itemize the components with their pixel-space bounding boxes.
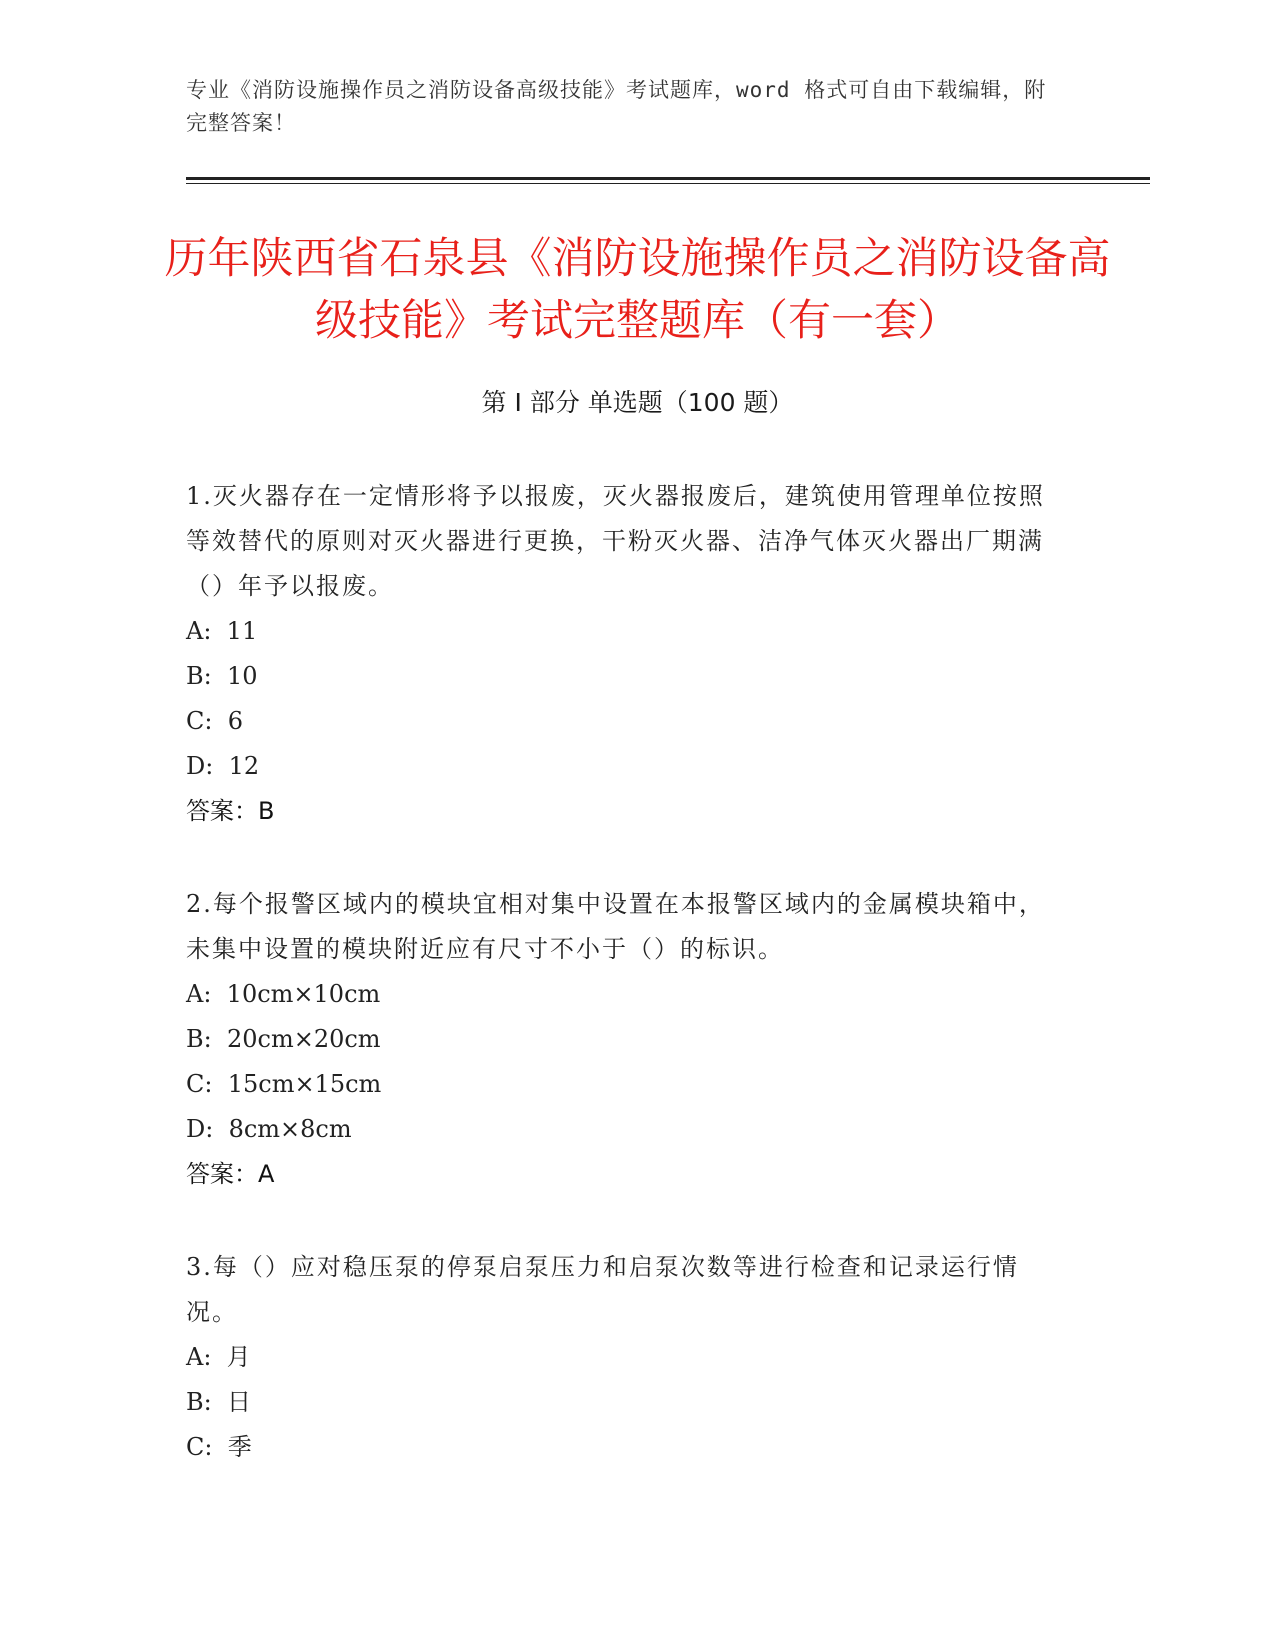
option-c: C: 季	[186, 1433, 252, 1461]
question-stem: 1.灭火器存在一定情形将予以报废，灭火器报废后，建筑使用管理单位按照等效替代的原则对灭火器进行更换，干粉灭火器、洁净气体灭火器出厂期满（）年予以报废。	[186, 482, 1045, 600]
question-stem: 3.每（）应对稳压泵的停泵启泵压力和启泵次数等进行检查和记录运行情况。	[186, 1253, 1019, 1326]
option-a: A: 10cm×10cm	[186, 980, 381, 1008]
question-list	[186, 474, 1066, 1518]
option-c: C: 6	[186, 707, 243, 735]
option-b: B: 10	[186, 662, 258, 690]
question-item	[186, 1245, 1066, 1470]
option-a: A: 月	[186, 1343, 251, 1371]
option-d: D: 12	[186, 752, 260, 780]
option-d: D: 8cm×8cm	[186, 1115, 352, 1143]
section-heading: 第 I 部分 单选题（100 题）	[481, 388, 794, 417]
question-answer: 答案：A	[186, 1160, 275, 1188]
option-c: C: 15cm×15cm	[186, 1070, 382, 1098]
option-b: B: 日	[186, 1388, 251, 1416]
question-answer: 答案：B	[186, 797, 275, 825]
header-note: 专业《消防设施操作员之消防设备高级技能》考试题库，word 格式可自由下载编辑，附完整答案！	[186, 78, 1047, 135]
option-b: B: 20cm×20cm	[186, 1025, 381, 1053]
option-a: A: 11	[186, 617, 258, 645]
header-divider-thin	[186, 183, 1150, 184]
question-item	[186, 474, 1066, 834]
header-divider-thick	[186, 177, 1150, 180]
question-stem: 2.每个报警区域内的模块宜相对集中设置在本报警区域内的金属模块箱中，未集中设置的模块附近应有尺寸不小于（）的标识。	[186, 890, 1045, 963]
document-title: 历年陕西省石泉县《消防设施操作员之消防设备高级技能》考试完整题库（有一套）	[164, 234, 1111, 346]
question-item	[186, 882, 1066, 1197]
